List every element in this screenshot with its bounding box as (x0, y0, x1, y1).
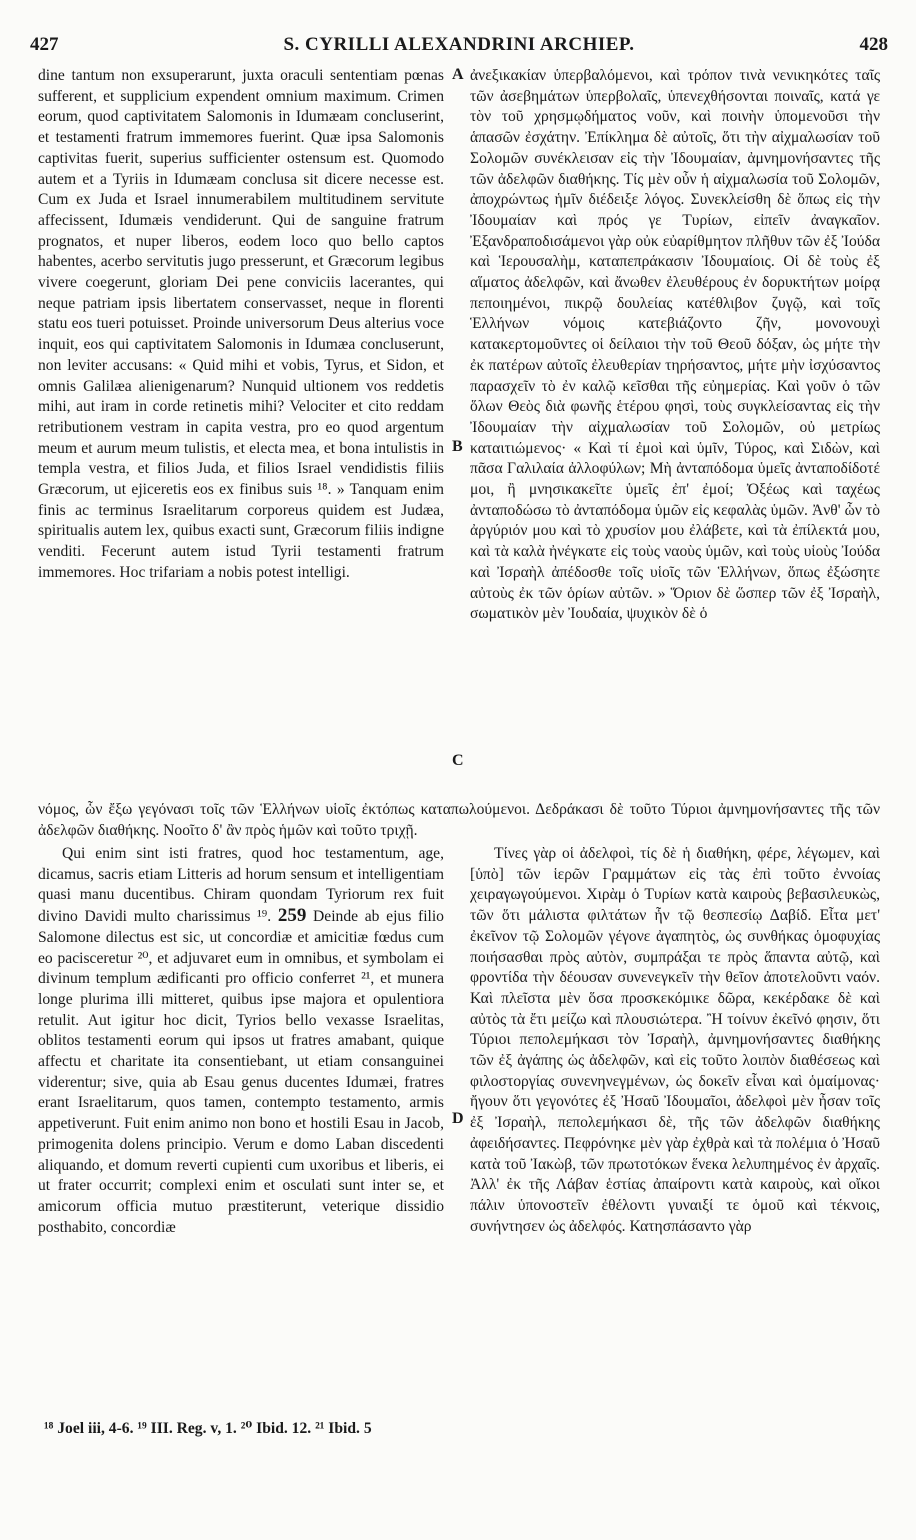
page-number-right: 428 (859, 34, 888, 55)
greek-spanning-lines (38, 800, 880, 841)
page-number-left: 427 (30, 34, 59, 55)
footnotes: ¹⁸ Joel iii, 4-6. ¹⁹ III. Reg. v, 1. ²⁰ Ibid. 12. ²¹ Ibid. 5 (44, 1420, 372, 1437)
latin-paragraph: dine tantum non exsuperarunt, juxta oraculi sententiam pœnas sufferent, et supplicium expendent omnium maximum. Crimen eorum, quod captivitatem Salomonis in Idumæam concluserint, et testamenti fratrum immemores fuerint. Quæ ipsa Salomonis captivitas fuerit, superius sufficienter ostensum est. Quomodo autem et a Tyriis in Idumæam conclusa sit dicere necesse est. Cum ex Juda et Israel innumerabilem multitudinem servitute affecissent, Idumæis vendiderunt. Qui de sanguine fratrum prognatos, et nuper liberos, eodem loco quo bello captos habentes, acerbo servitutis jugo presserunt, et Græcorum legibus vivere coegerunt, gloriam Dei pene conviciis lacerantes, qui neque patriam ipsis libertatem conservasset, neque in florenti statu eos tueri potuisset. Proinde universorum Deus alterius voce inquit, eos qui captivitatem Salomonis in Idumæa concluserunt, non leviter accusans: « Quid mihi et vobis, Tyrus, et Sidon, et omnis Galilæa alienigenarum? Nunquid ultionem vos reddetis mihi, aut iram in corde retinetis mihi? Velociter et cito reddam retributionem vestram in capita vestra, pro eo quod argentum meum et aurum meum tulistis, et electa mea, et bona intulistis in templa vestra, et filios Juda, et filios Israel vendidistis filiis Græcorum, ut ejiceretis eos ex finibus suis ¹⁸. » Tanquam enim finis ac terminus Israelitarum corporeus quidem est Judæa, spiritualis autem lex, quibus exacti sunt, Græcorum filiis indigne venditi. Fecerunt autem istud Tyrii testamenti fratrum immemores. Hoc trifariam a nobis potest intelligi. (38, 67, 444, 581)
latin-column-bottom (38, 844, 444, 1238)
margin-letter-b: B (452, 438, 463, 455)
margin-letter-d: D (452, 1110, 464, 1127)
latin-paragraph (38, 844, 444, 1238)
inline-page-number: 259 (277, 905, 307, 927)
greek-column-bottom (470, 844, 880, 1237)
greek-bridge-text: νόμος, ὧν ἔξω γεγόνασι τοῖς τῶν Ἑλλήνων υἱοῖς ἐκτόπως καταπωλούμενοι. Δεδράκασι δὲ τοῦτο Τύριοι ἀμνημονήσαντες τῆς τῶν ἀδελφῶν διαθήκης. Νοοῖτο δ' ἂν πρὸς ἡμῶν καὶ τοῦτο τριχῇ. (38, 801, 880, 839)
page-header (30, 34, 888, 60)
greek-paragraph: ἀνεξικακίαν ὑπερβαλόμενοι, καὶ τρόπον τινὰ νενικηκότες ταῖς τῶν ἀσεβημάτων ὑπερβολαῖς, ὑπενεχθήσονται ποιναῖς, κατά γε τὸν τοῦ χρησμῳδήματος νοῦν, καὶ ποινὴν ὑπομενοῦσι τὴν ἁπασῶν ἐσχάτην. Ἐπίκλημα δὲ αὐτοῖς, ὅτι τὴν αἰχμαλωσίαν τοῦ Σολομῶν συνέκλεισαν εἰς τὴν Ἰδουμαίαν, ἀμνημονήσαντες τῆς τῶν ἀδελφῶν διαθήκης. Τίς μὲν οὖν ἡ αἰχμαλωσία τοῦ Σολομῶν, ἀποχρώντως ἡμῖν διέδειξε λόγος. Συνεκλείσθη δὲ ὅπως εἰς τὴν Ἰδουμαίαν καὶ πρός γε Τυρίων, εἰπεῖν ἀναγκαῖον. Ἐξανδραποδισάμενοι γὰρ οὐκ εὐαρίθμητον πλῆθυν τῶν ἐξ Ἰούδα καὶ Ἱερουσαλὴμ, καταπεπράκασιν Ἰδουμαίοις. Οἱ δὲ τοὺς ἐξ αἵματος ἀδελφῶν, καὶ ἄνωθεν ἐλευθέρους ἐν δορυκτήτων μοίρᾳ πεποιημένοι, πικρῷ δουλείας κατέθλιβον ζυγῷ, καὶ τοῖς Ἑλλήνων νόμοις κατεβιάζοντο ζῆν, μονονουχὶ κατακερτομοῦντες οἱ δείλαιοι τὴν τοῦ Θεοῦ δόξαν, ὡς μήτε τὴν ἐκ πατέρων αὐτοῖς ἐλευθερίαν τηρήσαντος, μήτε μὴν ἰσχύσαντος παρασχεῖν τὸ ἐν καλῷ κεῖσθαι τῆς εὐημερίας. Καὶ γοῦν ὁ τῶν ὅλων Θεὸς διὰ φωνῆς ἑτέρου φησὶ, τοὺς συγκλείσαντας εἰς τὴν Ἰδουμαίαν τὴν αἰχμαλωσίαν τοῦ Σολομῶν, οὐ μετρίως καταιτιώμενος· « Καὶ τί ἐμοὶ καὶ ὑμῖν, Τύρος, καὶ Σιδὼν, καὶ πᾶσα Γαλιλαία ἀλλοφύλων; Μὴ ἀνταπόδομα ὑμεῖς ἀνταποδίδοτέ μοι, ἢ μνησικακεῖτε ὑμεῖς ἐπ' ἐμοί; Ὀξέως καὶ ταχέως ἀνταποδώσω τὸ ἀνταπόδομα ὑμῶν εἰς κεφαλὰς ὑμῶν. Ἀνθ' ὧν τὸ ἀργύριόν μου καὶ τὸ χρυσίον μου ἐλάβετε, καὶ τὰ ἐπίλεκτά μου, καὶ τὰ καλὰ ἠνέγκατε εἰς τοὺς ναοὺς ὑμῶν, καὶ τοὺς υἱοὺς Ἰούδα καὶ Ἰσραὴλ ἀπέδοσθε τοῖς υἱοῖς τῶν Ἑλλήνων, ὅπως ἐξώσητε αὐτοὺς ἐκ τῶν ὁρίων αὐτῶν. » Ὅριον δὲ ὥσπερ τῶν ἐξ Ἰσραὴλ, σωματικὸν μὲν Ἰουδαία, ψυχικὸν δὲ ὁ (470, 67, 880, 623)
latin-text-part: Qui enim sint isti fratres, quod hoc testamentum, age, dicamus, sacris etiam Litteris ad horum sensum et intelligentiam quasi manu ducentibus. Chiram quondam Tyriorum rex fuit divino Davidi multo charissimus ¹⁹. (38, 845, 444, 926)
greek-column-top (470, 66, 880, 625)
greek-paragraph: Τίνες γὰρ οἱ ἀδελφοὶ, τίς δὲ ἡ διαθήκη, φέρε, λέγωμεν, καὶ [ὑπὸ] τῶν ἱερῶν Γραμμάτων εἰς τὰς ἐπὶ τοῦτο ἐννοίας χειραγωγούμενοι. Χιρὰμ ὁ Τυρίων κατὰ καιροὺς βεβασιλευκὼς, τῶν ὅτι μάλιστα φιλτάτων ἦν τῷ θεσπεσίῳ Δαβίδ. Εἶτα μετ' ἐκεῖνον τῷ Σολομῶν γέγονε ἀγαπητὸς, ὡς συνθήκας ὁμοφυχίας ποιήσασθαι πρὸς αὐτὸν, συμπράξαι τε πρὸς ἅπαντα αὐτῷ, καὶ φροντίδα τὴν δέουσαν συνενεγκεῖν τὴν θεῖον ἀποτελοῦντι ναόν. Καὶ πλεῖστα μὲν ὅσα προσκεκόμικε δῶρα, κεκέρδακε δὲ καὶ αὐτὸς τὰ ἔτι μείζω καὶ πλουσιώτερα. Ἢ τοίνυν ἐκεῖνό φησιν, ὅτι Τύριοι πεπολεμήκασι τὸν Ἰσραὴλ, ἀμνημονήσαντες διαθήκης τῶν ἐξ ἀγάπης ὡς ἀδελφῶν, καὶ εἰς τοῦτο λοιπὸν διαθέσεως καὶ φιλοστοργίας συνενηνεγμένων, ὡς δοκεῖν εἶναι καὶ ὁμαίμονας· ἤγουν ὅτι γεγονότες ἐξ Ἠσαῦ Ἰδουμαῖοι, ἀδελφοὶ μὲν ἦσαν τοῖς ἐξ Ἰσραὴλ, πεπολεμήκασι δὲ, τῆς τῶν ἀδελφῶν διαθήκης ἀφειδήσαντες. Πεφρόνηκε μὲν γὰρ ἐχθρὰ καὶ τὰ πολέμια ὁ Ἠσαῦ κατὰ τοῦ Ἰακὼβ, τῶν πρωτοτόκων ἕνεκα λελυπημένος ἐν ἀρχαῖς. Ἀλλ' ἐκ τῆς Λάβαν ἑστίας ἀπαίροντι κατὰ καιροὺς, καὶ οἴκοι πάλιν ὑπονοστεῖν ἐθέλοντι γυναιξί τε ὁμοῦ καὶ τέκνοις, συνήντησεν ὡς ἀδελφός. Κατησπάσαντο γὰρ (470, 845, 880, 1235)
latin-text-part: Deinde ab ejus filio Salomone dilectus est sic, ut concordiæ et amicitiæ fœdus cum eo pacisceretur ²⁰, et adjuvaret eum in omnibus, et symbolam ei divinum templum ædificanti pro officio conferret ²¹, et munera longe plurima illi mitteret, quibus ipse majora et opulentiora retulit. Aut igitur hoc dicit, Tyrios bello vexasse Israelitas, oblitos testamenti eorum qui ipsos ut fratres amabant, quique affectu et charitate ita consentiebant, ut etiam consanguinei viderentur; sive, quia ab Esau genus ducentes Idumæi, fratres erant Israelitarum, quos tamen, contempto testamento, armis appetiverunt. Fuit enim animo non bono et hostili Esau in Jacob, primogenita dolens principio. Verum e domo Laban discedenti aliquando, et domum reverti cupienti cum uxoribus et liberis, ei ut frater occurrit; complexi enim et osculati sunt inter se, et amicorum officia mutuo præstiterunt, veterique dissidio posthabito, concordiæ (38, 908, 444, 1236)
latin-column-top (38, 66, 444, 584)
margin-letter-a: A (452, 66, 464, 83)
running-title: S. CYRILLI ALEXANDRINI ARCHIEP. (283, 34, 635, 55)
margin-letter-c: C (452, 752, 464, 769)
